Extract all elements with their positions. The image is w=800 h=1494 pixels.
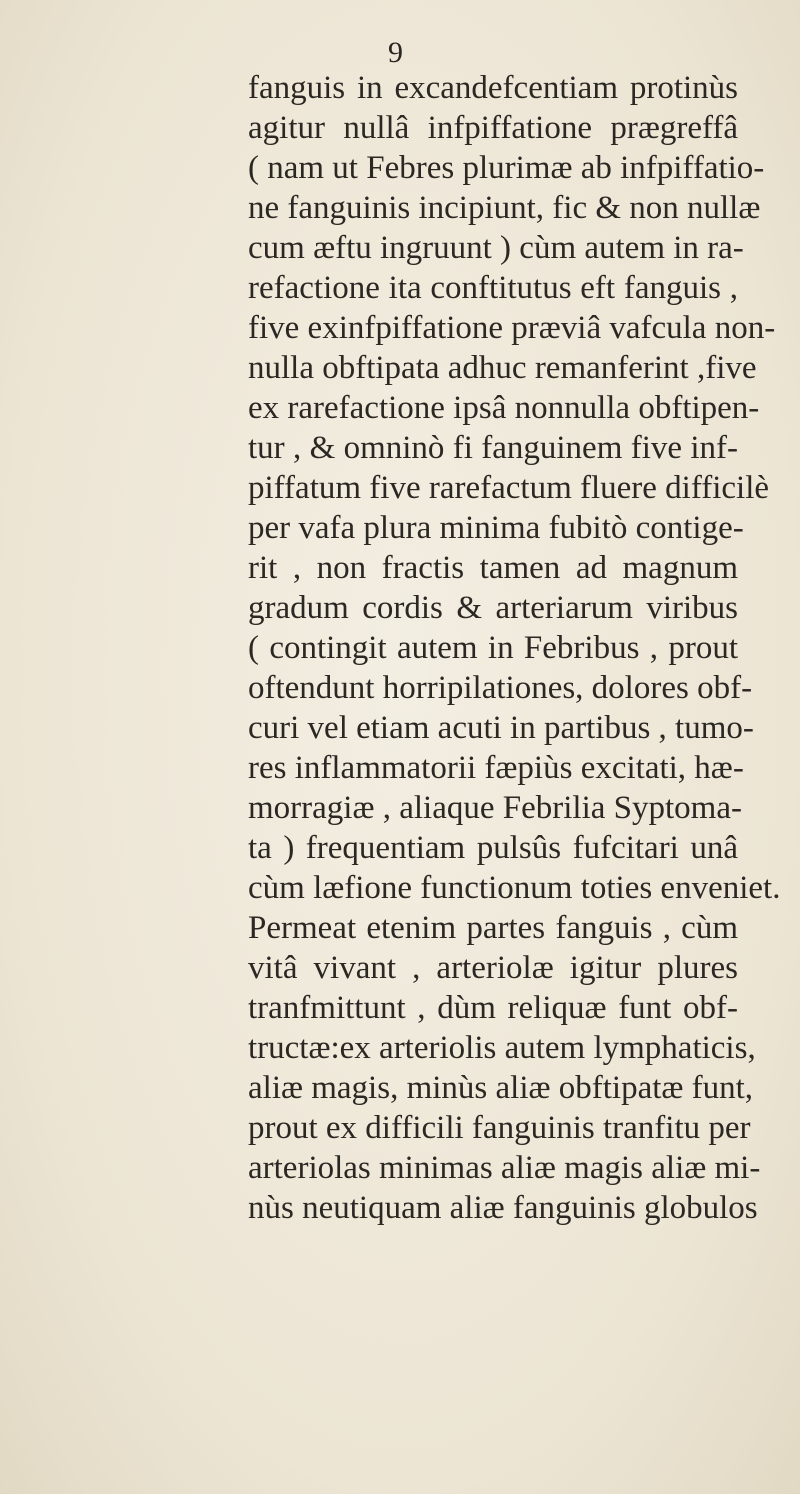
text-line: aliæ magis, minùs aliæ obftipatæ funt, <box>248 1070 754 1106</box>
text-line: nùs neutiquam aliæ fanguinis globulos <box>248 1190 758 1226</box>
text-line: rit , non fractis tamen ad magnum <box>248 550 738 586</box>
text-line: gradum cordis & arteriarum viribus <box>248 590 738 626</box>
text-line: Permeat etenim partes fanguis , cùm <box>248 910 738 946</box>
text-line: ex rarefactione ipsâ nonnulla obftipen- <box>248 390 760 426</box>
body-text <box>248 68 781 1228</box>
text-line: prout ex difficili fanguinis tranfitu per <box>248 1110 751 1146</box>
text-line: oftendunt horripilationes, dolores obf- <box>248 670 753 706</box>
text-line: fanguis in excandefcentiam protinùs <box>248 70 738 106</box>
text-line: cùm læfione functionum toties enveniet. <box>248 870 781 906</box>
text-line: ( nam ut Febres plurimæ ab infpiffatio- <box>248 150 765 186</box>
text-line: arteriolas minimas aliæ magis aliæ mi- <box>248 1150 761 1186</box>
text-line: per vafa plura minima fubitò contige- <box>248 510 744 546</box>
text-line: tructæ:ex arteriolis autem lymphaticis, <box>248 1030 756 1066</box>
text-line: piffatum five rarefactum fluere difficilè <box>248 470 770 506</box>
text-line: ne fanguinis incipiunt, fic & non nullæ <box>248 190 761 226</box>
text-line: ( contingit autem in Febribus , prout <box>248 630 738 666</box>
text-line: tranfmittunt , dùm reliquæ funt obf- <box>248 990 738 1026</box>
text-line: cum æftu ingruunt ) cùm autem in ra- <box>248 230 744 266</box>
text-line: agitur nullâ infpiffatione prægreffâ <box>248 110 738 146</box>
text-line: tur , & omninò fi fanguinem five inf- <box>248 430 738 466</box>
text-line: nulla obftipata adhuc remanferint ,five <box>248 350 757 386</box>
text-line: ta ) frequentiam pulsûs fufcitari unâ <box>248 830 738 866</box>
text-line: five exinfpiffatione præviâ vafcula non- <box>248 310 776 346</box>
page-number: 9 <box>388 36 403 69</box>
text-line: refactione ita conftitutus eft fanguis , <box>248 270 738 306</box>
text-line: curi vel etiam acuti in partibus , tumo- <box>248 710 754 746</box>
text-line: morragiæ , aliaque Febrilia Syptoma- <box>248 790 742 826</box>
text-line: res inflammatorii fæpiùs excitati, hæ- <box>248 750 744 786</box>
text-line: vitâ vivant , arteriolæ igitur plures <box>248 950 738 986</box>
